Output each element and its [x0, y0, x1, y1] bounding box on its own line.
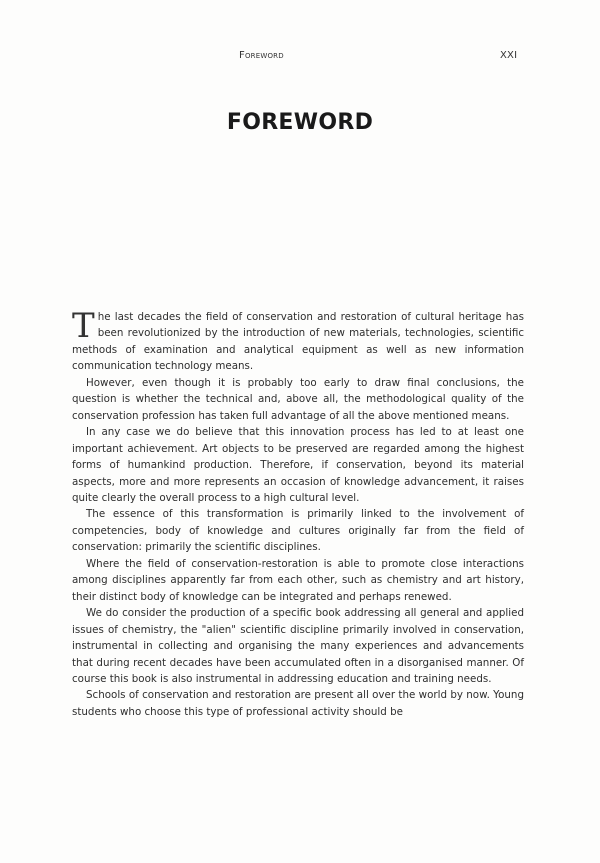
paragraph-text: he last decades the field of conservation and restoration of cultural heritage has been revolutionized by the introduction of new materials, technologies, scientific methods of examination and analytical equipment as well as new information communication technology means.: [72, 311, 524, 373]
chapter-title: FOREWORD: [226, 110, 374, 135]
body-text: [72, 306, 524, 720]
paragraph: Schools of conservation and restoration are present all over the world by now. Young students who choose this type of professional activity should be: [72, 689, 524, 718]
paragraph: The essence of this transformation is primarily linked to the involvement of competencies, body of knowledge and cultures originally far from the field of conservation: primarily the scientific disciplines.: [72, 508, 524, 554]
paragraph: In any case we do believe that this innovation process has led to at least one important achievement. Art objects to be preserved are regarded among the highest forms of humankind production. Therefore, if conservation, beyond its material aspects, more and more represents an occasion of knowledge advancement, it raises quite clearly the overall process to a high cultural level.: [72, 426, 524, 504]
paragraph: However, even though it is probably too early to draw final conclusions, the question is whether the technical and, above all, the methodological quality of the conservation profession has taken full advantage of all the above mentioned means.: [72, 376, 524, 422]
page-number: XXI: [500, 50, 518, 61]
paragraph: Where the field of conservation-restoration is able to promote close interactions among disciplines apparently far from each other, such as chemistry and art history, their distinct body of knowledge can be integrated and perhaps renewed.: [72, 557, 524, 603]
running-head-title: Foreword: [239, 50, 284, 61]
paragraph: We do consider the production of a specific book addressing all general and applied issues of chemistry, the "alien" scientific discipline primarily involved in conservation, instrumental in collecting and organising the many experiences and advancements that during recent decades have been accumulated often in a disorganised manner. Of course this book is also instrumental in addressing education and training needs.: [72, 607, 524, 685]
drop-cap: T: [72, 306, 95, 346]
paragraph: [72, 306, 524, 375]
